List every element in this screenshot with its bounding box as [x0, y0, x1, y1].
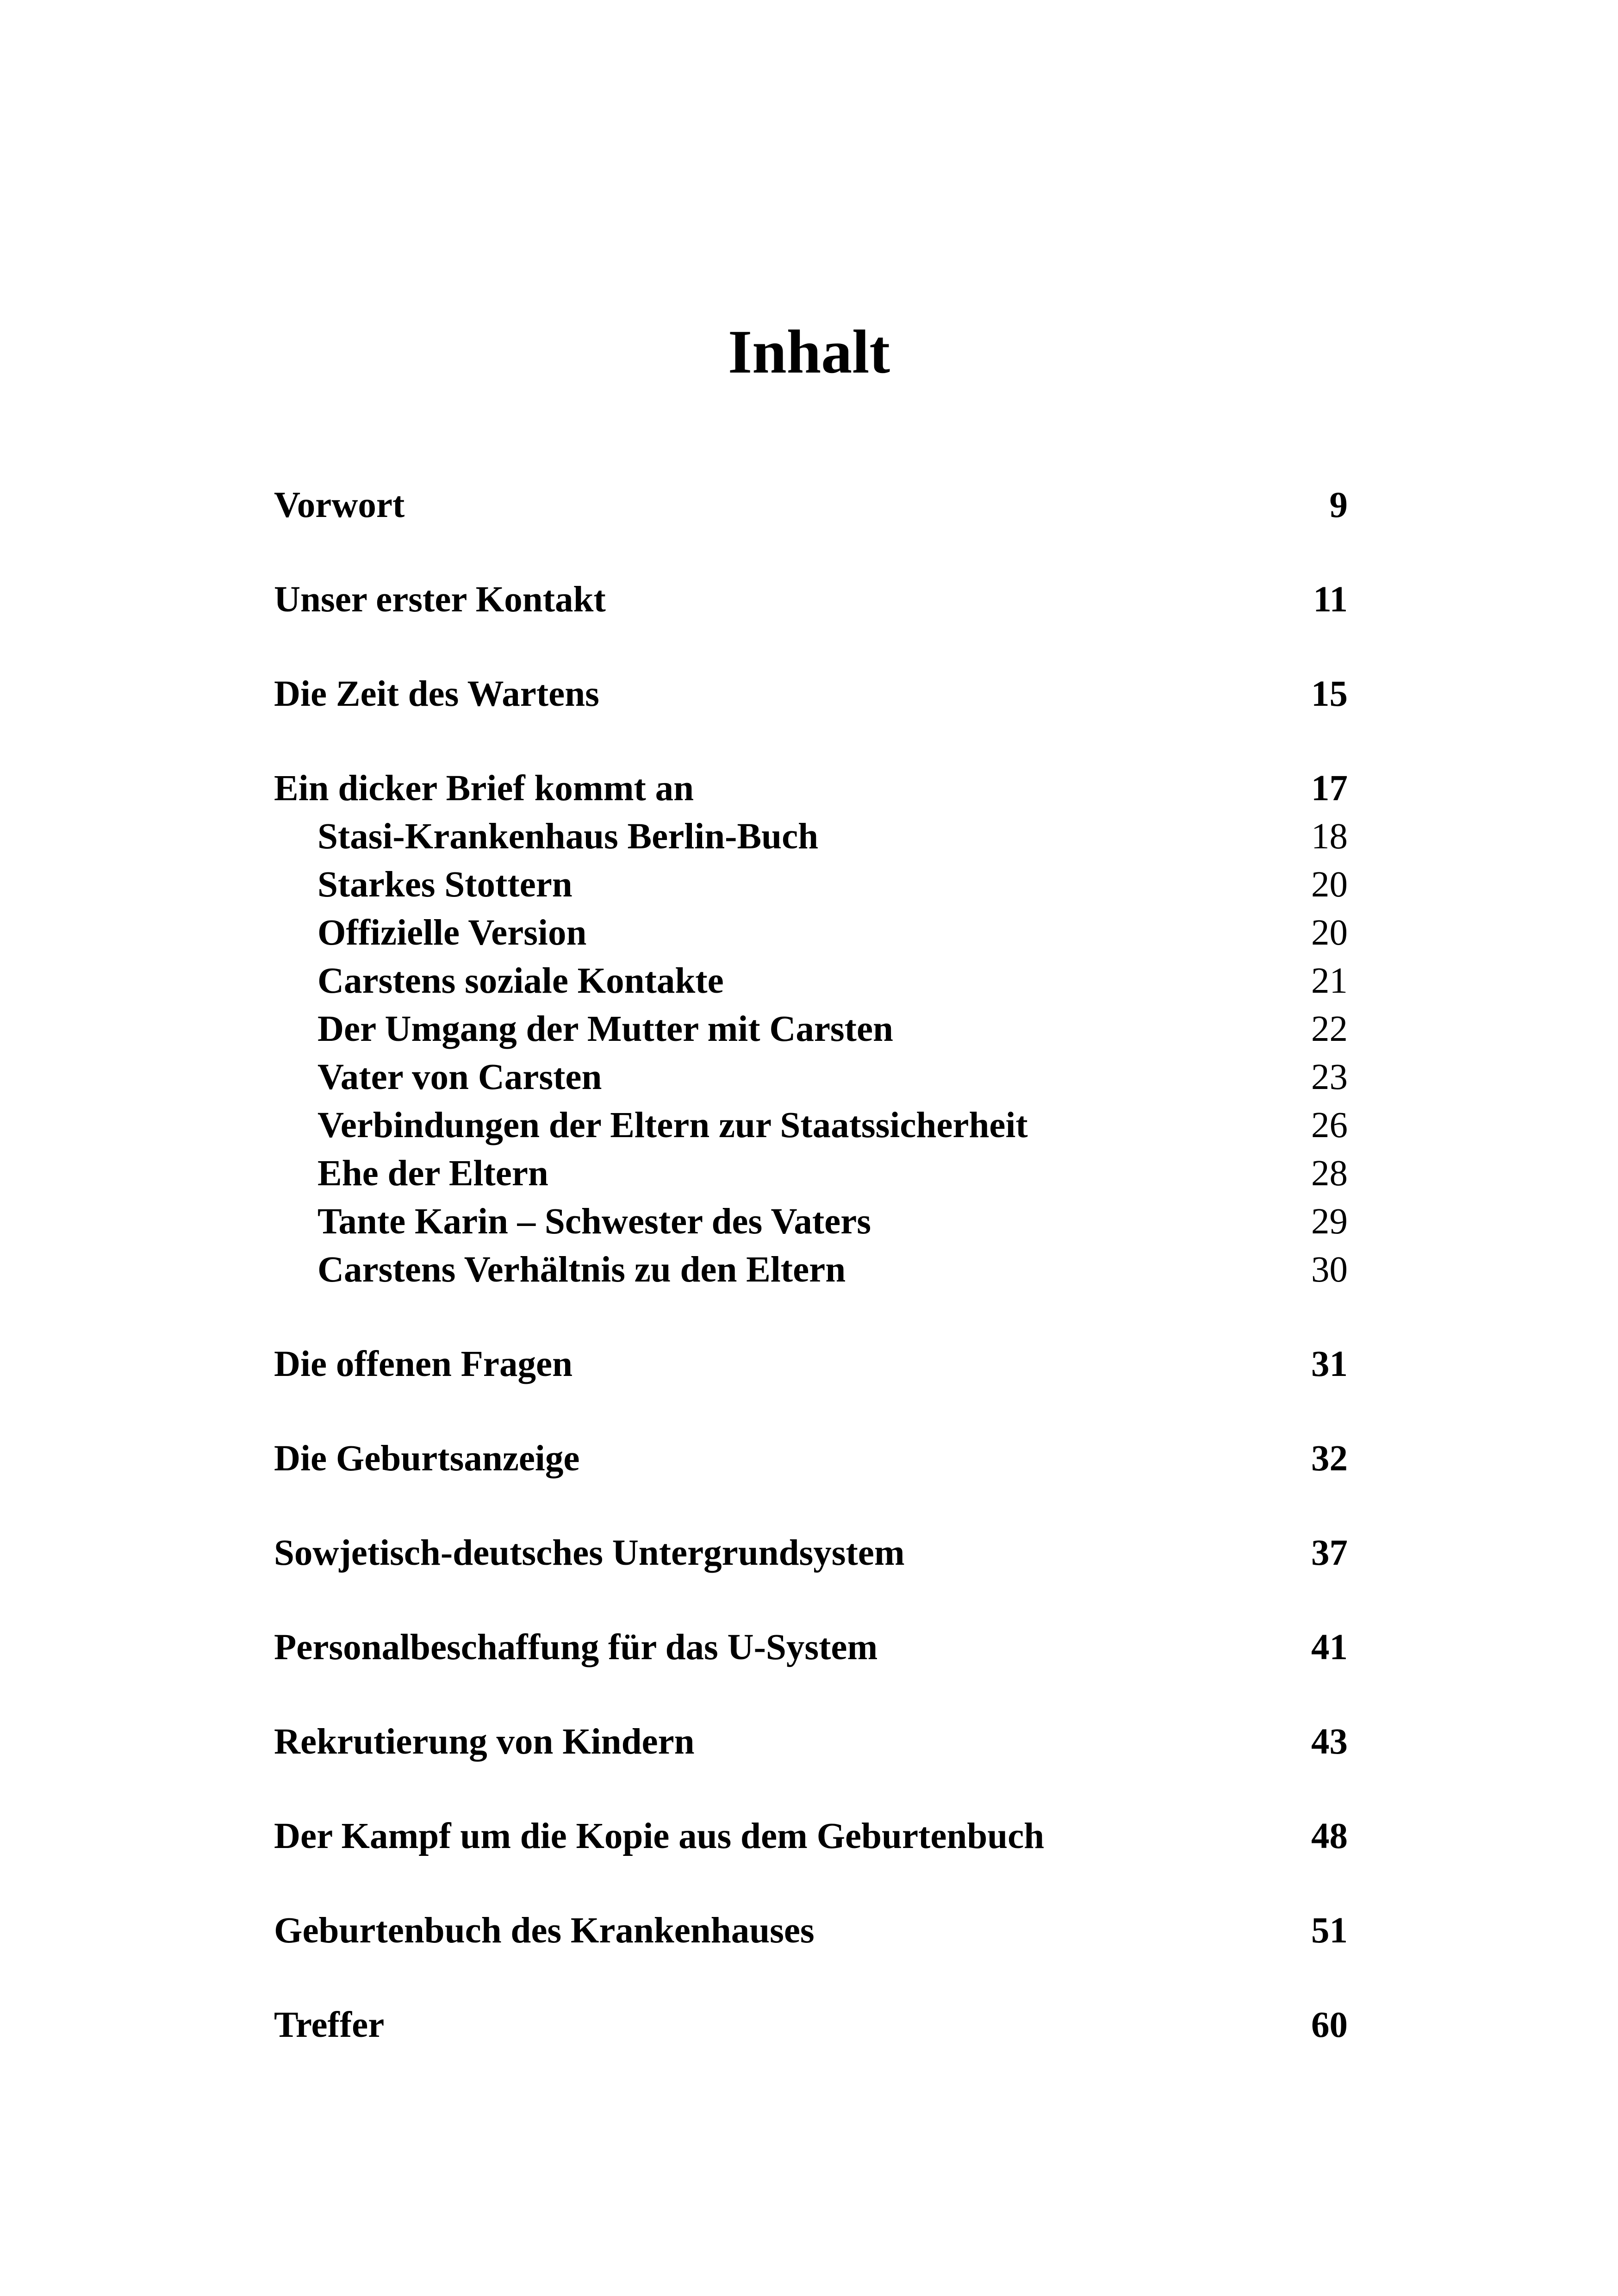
toc-entry-page: 29	[1311, 1201, 1348, 1242]
toc-entry-title: Personalbeschaffung für das U-System	[274, 1627, 878, 1668]
toc-subentry	[274, 861, 1348, 909]
toc-entry-page: 20	[1311, 865, 1348, 905]
toc-entry-page: 37	[1311, 1533, 1348, 1573]
toc-subentry	[274, 813, 1348, 861]
toc-entry-title: Treffer	[274, 2005, 385, 2045]
toc-entry-page: 31	[1311, 1344, 1348, 1384]
toc-entry-page: 9	[1329, 485, 1348, 525]
toc-entry-page: 43	[1311, 1722, 1348, 1762]
toc-entry-title: Der Kampf um die Kopie aus dem Geburtenbuch	[274, 1816, 1045, 1856]
toc-entry	[274, 2001, 1348, 2049]
toc-entry-title: Verbindungen der Eltern zur Staatssicherheit	[317, 1105, 1028, 1145]
toc-entry-title: Der Umgang der Mutter mit Carsten	[317, 1009, 893, 1049]
toc-entry	[274, 1718, 1348, 1766]
toc-entry-page: 60	[1311, 2005, 1348, 2045]
toc-entry	[274, 576, 1348, 624]
toc-subentry	[274, 1246, 1348, 1294]
toc-entry-title: Stasi-Krankenhaus Berlin-Buch	[317, 816, 819, 857]
table-of-contents	[274, 481, 1348, 2049]
toc-subentry	[274, 1053, 1348, 1101]
toc-entry-title: Geburtenbuch des Krankenhauses	[274, 1910, 815, 1951]
toc-entry-title: Carstens Verhältnis zu den Eltern	[317, 1250, 846, 1290]
toc-entry	[274, 1624, 1348, 1672]
toc-entry-title: Tante Karin – Schwester des Vaters	[317, 1201, 871, 1242]
toc-entry	[274, 1435, 1348, 1483]
toc-entry-title: Die offenen Fragen	[274, 1344, 573, 1384]
toc-entry-page: 28	[1311, 1153, 1348, 1194]
toc-entry	[274, 1812, 1348, 1860]
toc-entry-page: 32	[1311, 1438, 1348, 1479]
toc-entry-title: Unser erster Kontakt	[274, 579, 606, 620]
toc-entry-page: 51	[1311, 1910, 1348, 1951]
toc-entry-page: 20	[1311, 913, 1348, 953]
toc-entry-page: 22	[1311, 1009, 1348, 1049]
toc-entry-title: Die Geburtsanzeige	[274, 1438, 580, 1479]
toc-entry-page: 30	[1311, 1250, 1348, 1290]
toc-subentry	[274, 1005, 1348, 1053]
toc-subentry	[274, 1198, 1348, 1246]
toc-entry-title: Carstens soziale Kontakte	[317, 961, 724, 1001]
toc-entry-page: 17	[1311, 768, 1348, 809]
toc-entry	[274, 670, 1348, 718]
toc-entry-page: 26	[1311, 1105, 1348, 1145]
toc-entry-page: 18	[1311, 816, 1348, 857]
toc-entry-title: Starkes Stottern	[317, 865, 573, 905]
toc-entry-title: Offizielle Version	[317, 913, 587, 953]
toc-entry-page: 23	[1311, 1057, 1348, 1097]
toc-entry-page: 48	[1311, 1816, 1348, 1856]
toc-entry-page: 11	[1313, 579, 1348, 620]
toc-entry-title: Ein dicker Brief kommt an	[274, 768, 694, 809]
toc-entry-title: Sowjetisch-deutsches Untergrundsystem	[274, 1533, 905, 1573]
toc-entry	[274, 1529, 1348, 1577]
toc-entry-title: Die Zeit des Wartens	[274, 674, 599, 714]
toc-entry	[274, 481, 1348, 529]
toc-entry-page: 41	[1311, 1627, 1348, 1668]
toc-entry	[274, 1340, 1348, 1388]
toc-entry	[274, 765, 1348, 813]
toc-entry	[274, 1907, 1348, 1955]
toc-entry-title: Rekrutierung von Kindern	[274, 1722, 695, 1762]
toc-entry-title: Vorwort	[274, 485, 405, 525]
toc-subentry	[274, 909, 1348, 957]
toc-subentry	[274, 1150, 1348, 1198]
toc-subentry	[274, 957, 1348, 1005]
toc-subentry	[274, 1101, 1348, 1150]
page-title: Inhalt	[728, 317, 890, 386]
toc-entry-title: Ehe der Eltern	[317, 1153, 548, 1194]
toc-entry-page: 21	[1311, 961, 1348, 1001]
toc-entry-page: 15	[1311, 674, 1348, 714]
toc-entry-title: Vater von Carsten	[317, 1057, 602, 1097]
